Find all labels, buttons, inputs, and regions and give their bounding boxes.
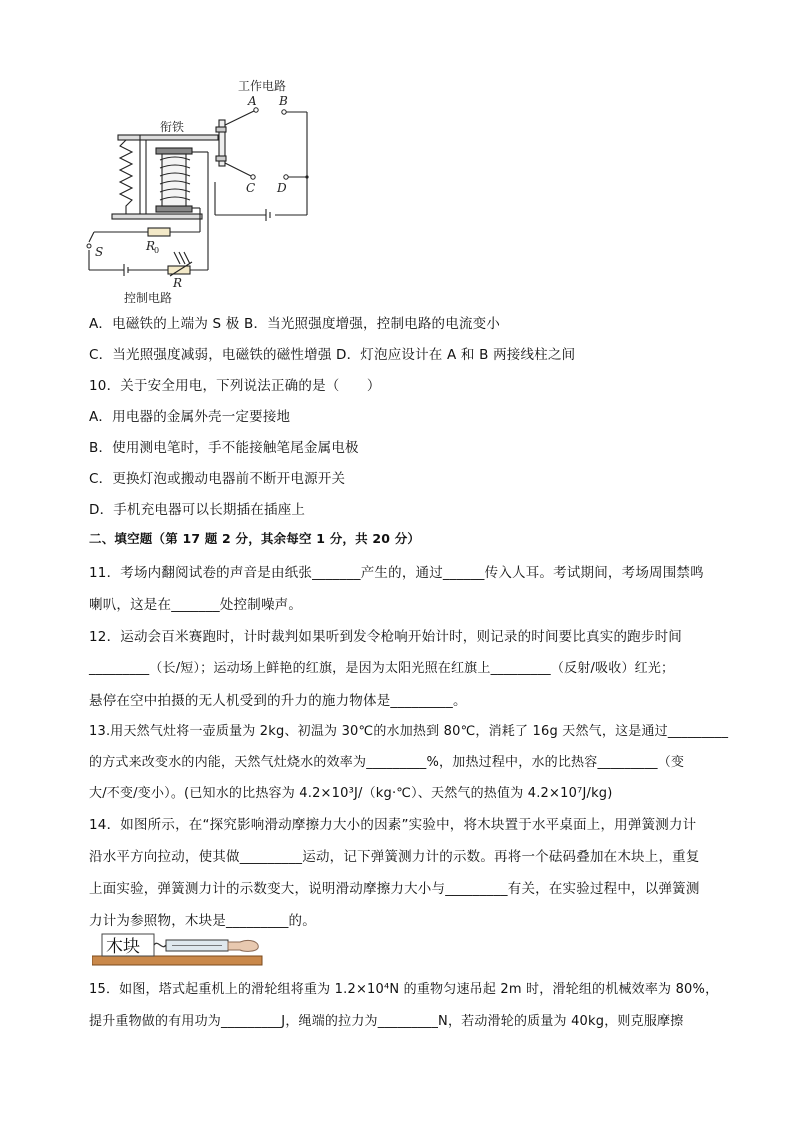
resistor-r0-subscript: 0 xyxy=(154,246,160,255)
block-label: 木块 xyxy=(106,937,140,957)
photoresistor-r-label: R xyxy=(173,276,183,290)
q12-line-3: 悬停在空中拍摄的无人机受到的升力的施力物体是_________。 xyxy=(89,693,467,709)
q11-line-2: 喇叭，这是在_______处控制噪声。 xyxy=(89,597,303,613)
q12-line-1: 12．运动会百米赛跑时，计时裁判如果听到发令枪响开始计时，则记录的时间要比真实的跑步时间 xyxy=(89,629,682,645)
terminal-b-label: B xyxy=(279,94,288,108)
q9-options-ab: A．电磁铁的上端为 S 极 B．当光照强度增强，控制电路的电流变小 xyxy=(89,316,501,332)
q14-line-3: 上面实验，弹簧测力计的示数变大，说明滑动摩擦力大小与_________有关，在实验过程中，以弹簧测 xyxy=(89,881,700,897)
electromagnetic-relay-circuit-figure xyxy=(80,72,320,307)
resistor-r0-label: R xyxy=(146,239,156,253)
q9-options-cd: C．当光照强度减弱，电磁铁的磁性增强 D．灯泡应设计在 A 和 B 两接线柱之间 xyxy=(89,347,576,363)
q10-stem: 10．关于安全用电，下列说法正确的是（ ） xyxy=(89,378,381,394)
friction-block-figure xyxy=(92,930,272,968)
q10-option-b: B．使用测电笔时，手不能接触笔尾金属电极 xyxy=(89,440,359,456)
q13-line-3: 大/不变/变小）。(已知水的比热容为 4.2×10³J/（kg·℃）、天然气的热值为 4.2×10⁷J/kg) xyxy=(89,786,613,801)
control-circuit-label: 控制电路 xyxy=(124,291,173,305)
q15-line-2: 提升重物做的有用功为_________J，绳端的拉力为_________N，若动滑轮的质量为 40kg，则克服摩擦 xyxy=(89,1014,684,1029)
q13-line-2: 的方式来改变水的内能，天然气灶烧水的效率为_________%，加热过程中，水的比热容_________（变 xyxy=(89,755,685,770)
q10-option-c: C．更换灯泡或搬动电器前不断开电源开关 xyxy=(89,471,346,487)
switch-s-label: S xyxy=(95,245,104,259)
q12-line-2: _________（长/短）；运动场上鲜艳的红旗，是因为太阳光照在红旗上_________（反射/吸收）红光； xyxy=(89,661,675,676)
terminal-d-label: D xyxy=(277,181,287,195)
q14-line-4: 力计为参照物，木块是_________的。 xyxy=(89,913,316,929)
q11-line-1: 11．考场内翻阅试卷的声音是由纸张_______产生的，通过______传入人耳。考试期间，考场周围禁鸣 xyxy=(89,565,704,581)
q15-line-1: 15．如图，塔式起重机上的滑轮组将重为 1.2×10⁴N 的重物匀速吊起 2m 时，滑轮组的机械效率为 80%， xyxy=(89,982,719,997)
terminal-a-label: A xyxy=(248,94,257,108)
section-2-heading: 二、填空题（第 17 题 2 分，其余每空 1 分，共 20 分） xyxy=(89,531,421,546)
q10-option-a: A．用电器的金属外壳一定要接地 xyxy=(89,409,291,425)
armature-label: 衔铁 xyxy=(160,120,185,134)
q10-option-d: D．手机充电器可以长期插在插座上 xyxy=(89,502,306,518)
q14-line-2: 沿水平方向拉动，使其做_________运动，记下弹簧测力计的示数。再将一个砝码叠加在木块上，重复 xyxy=(89,849,700,865)
q14-line-1: 14．如图所示，在“探究影响滑动摩擦力大小的因素”实验中，将木块置于水平桌面上，用弹簧测力计 xyxy=(89,817,697,833)
q13-line-1: 13.用天然气灶将一壶质量为 2kg、初温为 30℃的水加热到 80℃，消耗了 16g 天然气，这是通过_________ xyxy=(89,724,729,739)
work-circuit-label: 工作电路 xyxy=(238,79,287,93)
terminal-c-label: C xyxy=(246,181,256,195)
